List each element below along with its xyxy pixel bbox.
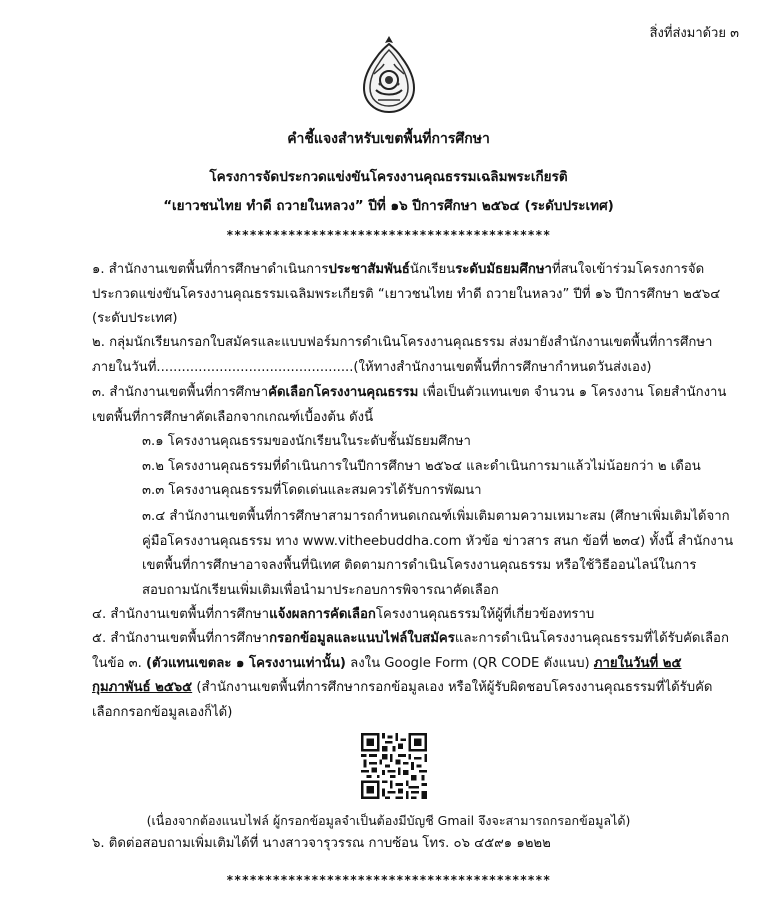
criterion-3-1: ๓.๑ โครงงานคุณธรรมของนักเรียนในระดับชั้นมัธยมศึกษา: [142, 434, 471, 449]
gmail-note: (เนื่องจากต้องแนบไฟล์ ผู้กรอกข้อมูลจำเป็นต้องมีบัญชี Gmail จึงจะสามารถกรอกข้อมูลได้): [146, 813, 631, 828]
emblem-seal-icon: [360, 34, 418, 114]
document-title: คำชี้แจงสำหรับเขตพื้นที่การศึกษา: [287, 131, 490, 147]
qr-code-icon[interactable]: [361, 733, 427, 799]
paragraph-4: ๔. สำนักงานเขตพื้นที่การศึกษาแจ้งผลการคัดเลือกโครงงานคุณธรรมให้ผู้ที่เกี่ยวข้องทราบ: [92, 607, 595, 622]
paragraph-5: ๕. สำนักงานเขตพื้นที่การศึกษากรอกข้อมูลและแนบไฟล์ใบสมัครและการดำเนินโครงงานคุณธรรมที่ได้รับคัดเลือกในข้อ ๓. (ตัวแทนเขตละ ๑ โครงงานเท่านั้น) ลงใน Google Form (QR CODE ดังแนบ) ภายในวันที่ ๒๕ กุมภาพันธ์ ๒๕๖๕ (สำนักงานเขตพื้นที่การศึกษากรอกข้อมูลเอง หรือให้ผู้รับผิดชอบโครงงานคุณธรรมที่ได้รับคัดเลือกกรอกข้อมูลเองก็ได้): [92, 631, 729, 720]
project-subtitle-1: โครงการจัดประกวดแข่งขันโครงงานคุณธรรมเฉลิมพระเกียรติ: [209, 169, 568, 185]
paragraph-2: ๒. กลุ่มนักเรียนกรอกใบสมัครและแบบฟอร์มการดำเนินโครงงานคุณธรรม ส่งมายังสำนักงานเขตพื้นที่การศึกษา ภายในวันที่...............................................(ให้ทางสำนักงานเขตพื้นที่การศึกษากำหนดวันส่งเอง): [92, 335, 713, 375]
separator-stars-end: ******************************************: [226, 873, 551, 887]
paragraph-1: ๑. สำนักงานเขตพื้นที่การศึกษาดำเนินการประชาสัมพันธ์นักเรียนระดับมัธยมศึกษาที่สนใจเข้าร่วมโครงการจัดประกวดแข่งขันโครงงานคุณธรรมเฉลิมพระเกียรติ “เยาวชนไทย ทำดี ถวายในหลวง” ปีที่ ๑๖ ปีการศึกษา ๒๕๖๔ (ระดับประเทศ): [92, 262, 721, 326]
criterion-3-2: ๓.๒ โครงงานคุณธรรมที่ดำเนินการในปีการศึกษา ๒๕๖๔ และดำเนินการมาแล้วไม่น้อยกว่า ๒ เดือน: [142, 459, 701, 474]
criterion-3-3: ๓.๓ โครงงานคุณธรรมที่โดดเด่นและสมควรได้รับการพัฒนา: [142, 483, 482, 498]
attachment-label: สิ่งที่ส่งมาด้วย ๓: [649, 26, 739, 41]
contact-paragraph: ๖. ติดต่อสอบถามเพิ่มเติมได้ที่ นางสาวจารุวรรณ กาบซ้อน โทร. ๐๖ ๔๕๙๑ ๑๒๒๒: [92, 836, 551, 851]
project-subtitle-2: “เยาวชนไทย ทำดี ถวายในหลวง” ปีที่ ๑๖ ปีการศึกษา ๒๕๖๔ (ระดับประเทศ): [163, 198, 614, 214]
criterion-3-4: ๓.๔ สำนักงานเขตพื้นที่การศึกษาสามารถกำหนดเกณฑ์เพิ่มเติมตามความเหมาะสม (ศึกษาเพิ่มเติมได้จากคู่มือโครงงานคุณธรรม ทาง www.vitheebuddha.com หัวข้อ ข่าวสาร สนก ข้อที่ ๒๓๔) ทั้งนี้ สำนักงานเขตพื้นที่การศึกษาอาจลงพื้นที่นิเทศ ติดตามการดำเนินโครงงานคุณธรรม หรือใช้วิธีออนไลน์ในการสอบถามนักเรียนเพิ่มเติมเพื่อนำมาประกอบการพิจารณาคัดเลือก: [142, 509, 734, 598]
paragraph-3: ๓. สำนักงานเขตพื้นที่การศึกษาคัดเลือกโครงงานคุณธรรม เพื่อเป็นตัวแทนเขต จำนวน ๑ โครงงาน โดยสำนักงานเขตพื้นที่การศึกษาคัดเลือกจากเกณฑ์เบื้องต้น ดังนี้: [92, 385, 727, 425]
separator-stars: ******************************************: [226, 228, 551, 242]
